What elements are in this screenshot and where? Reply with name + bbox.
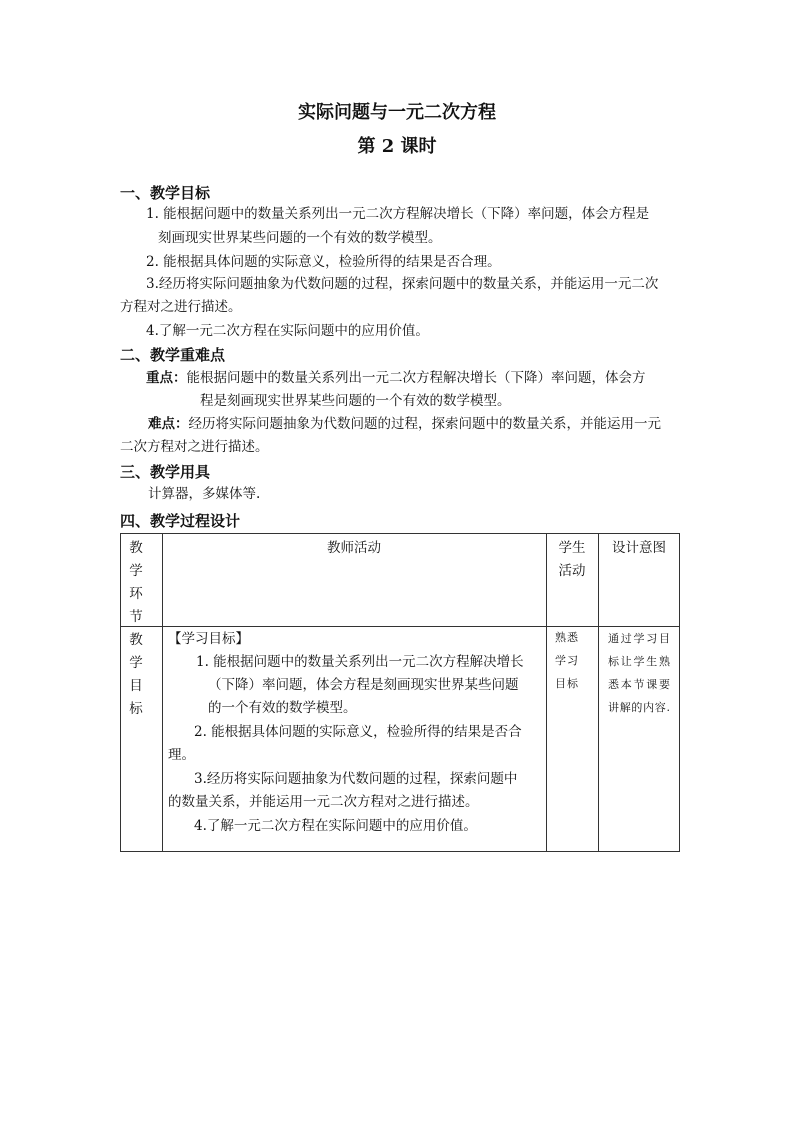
column-divider: [598, 534, 599, 851]
row-divider: [121, 626, 679, 627]
student-activity-line-1: 熟悉: [555, 631, 579, 644]
key-point-line-b: 程是刻画现实世界某些问题的一个有效的数学模型。: [200, 393, 511, 409]
difficulty-label: 难点：: [148, 416, 189, 432]
difficulty-line-b: 二次方程对之进行描述。: [120, 439, 269, 455]
goal-3-line-b: 方程对之进行描述。: [120, 299, 242, 315]
design-intent-text: 通过学习目标让学生熟悉本节课要讲解的内容.: [608, 632, 670, 714]
column-divider: [162, 534, 163, 851]
teacher-goal-1-b: （下降）率问题，体会方程是刻画现实世界某些问题: [208, 677, 519, 693]
teacher-goal-2-a: 2. 能根据具体问题的实际意义，检验所得的结果是否合: [194, 724, 522, 740]
goal-1-line-a: 1. 能根据问题中的数量关系列出一元二次方程解决增长（下降）率问题，体会方程是: [146, 206, 650, 222]
student-activity-line-3: 目标: [555, 677, 579, 690]
teacher-goal-1-c: 的一个有效的数学模型。: [208, 700, 357, 716]
header-student-activity: 学生活动: [558, 540, 586, 579]
lesson-process-table: [120, 533, 680, 852]
document-title: 实际问题与一元二次方程: [298, 102, 496, 123]
tools-text: 计算器，多媒体等.: [148, 486, 261, 502]
header-design-intent: 设计意图: [612, 540, 666, 556]
goal-1-line-b: 刻画现实世界某些问题的一个有效的数学模型。: [158, 230, 442, 246]
goal-4: 4.了解一元二次方程在实际问题中的应用价值。: [146, 323, 429, 339]
goal-2: 2. 能根据具体问题的实际意义，检验所得的结果是否合理。: [146, 254, 501, 270]
teacher-goal-1-a: 1. 能根据问题中的数量关系列出一元二次方程解决增长: [196, 654, 524, 670]
difficulty-text-a: 经历将实际问题抽象为代数问题的过程，探索问题中的数量关系，并能运用一元: [188, 416, 661, 432]
teacher-goal-3-b: 的数量关系，并能运用一元二次方程对之进行描述。: [168, 794, 479, 810]
key-point-label: 重点：: [146, 370, 187, 386]
row-teaching-stage: 教学目标: [129, 632, 143, 717]
teacher-goal-2-b: 理。: [168, 747, 195, 763]
tools-heading: 三、教学用具: [120, 463, 211, 481]
student-activity-line-2: 学习: [555, 654, 579, 667]
teacher-goal-4: 4.了解一元二次方程在实际问题中的应用价值。: [194, 818, 477, 834]
process-heading: 四、教学过程设计: [120, 512, 241, 530]
key-point-text-a: 能根据问题中的数量关系列出一元二次方程解决增长（下降）率问题，体会方: [186, 370, 646, 386]
header-teaching-stage: 教学环节: [129, 540, 143, 625]
learning-goals-title: 【学习目标】: [168, 631, 249, 647]
goal-3-line-a: 3.经历将实际问题抽象为代数问题的过程，探索问题中的数量关系，并能运用一元二次: [146, 276, 659, 292]
teacher-goal-3-a: 3.经历将实际问题抽象为代数问题的过程，探索问题中: [194, 771, 518, 787]
difficulty-line-a: [148, 413, 661, 435]
lesson-subtitle: 第 2 课时: [357, 136, 437, 157]
key-points-heading: 二、教学重难点: [120, 346, 226, 364]
key-point-line-a: [146, 367, 646, 389]
goals-heading: 一、教学目标: [120, 184, 211, 202]
header-teacher-activity: 教师活动: [327, 540, 381, 556]
